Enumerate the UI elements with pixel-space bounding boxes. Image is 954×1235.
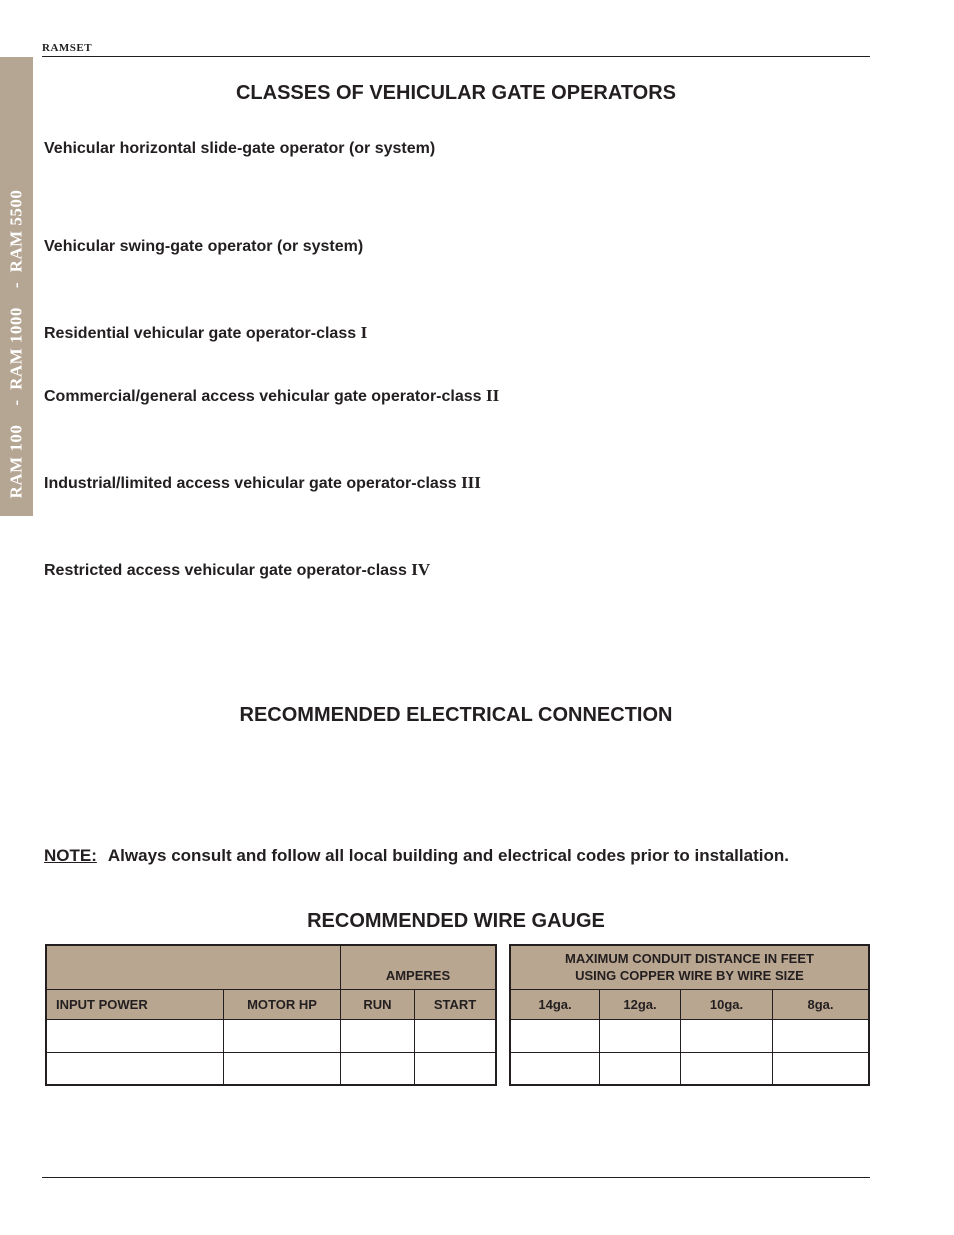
- col-motor-hp: MOTOR HP: [224, 989, 341, 1019]
- col-input-power: INPUT POWER: [46, 989, 224, 1019]
- table-cell: [224, 1019, 341, 1052]
- conduit-distance-table: [509, 944, 870, 1086]
- class-item-slide-gate: [44, 138, 435, 158]
- conduit-header-line1: MAXIMUM CONDUIT DISTANCE IN FEET: [565, 951, 814, 967]
- table-row: [510, 1019, 869, 1052]
- table-cell: [773, 1019, 870, 1052]
- col-start: START: [415, 989, 497, 1019]
- class-item-roman: I: [360, 323, 368, 342]
- table-cell: [681, 1019, 773, 1052]
- wire-gauge-title: RECOMMENDED WIRE GAUGE: [307, 910, 605, 932]
- table-cell: [773, 1052, 870, 1085]
- col-12ga: 12ga.: [600, 989, 681, 1019]
- col-8ga: 8ga.: [773, 989, 870, 1019]
- table-cell: [600, 1052, 681, 1085]
- note-text: Always consult and follow all local building and electrical codes prior to installation.: [107, 846, 789, 865]
- table-cell: [415, 1052, 497, 1085]
- class-item-class-2: [44, 386, 499, 406]
- class-item-class-1: [44, 323, 367, 343]
- class-item-class-4: [44, 560, 430, 580]
- class-item-text: Vehicular horizontal slide-gate operator (or system): [44, 140, 436, 157]
- class-item-text: Vehicular swing-gate operator (or system): [44, 238, 364, 255]
- table-cell: [224, 1052, 341, 1085]
- class-item-class-3: [44, 473, 481, 493]
- table-row: [510, 1052, 869, 1085]
- table-cell: [681, 1052, 773, 1085]
- table-cell: [510, 1019, 600, 1052]
- col-10ga: 10ga.: [681, 989, 773, 1019]
- brand-header: RAMSET: [42, 42, 93, 54]
- side-tab: [0, 57, 33, 516]
- header-rule: [42, 56, 870, 57]
- table-cell: [46, 1052, 224, 1085]
- conduit-distance-header: [510, 945, 869, 989]
- side-tab-label: RAM 100 - RAM 1000 - RAM 5500: [6, 189, 26, 499]
- table-cell: [415, 1019, 497, 1052]
- table-header-blank: [46, 945, 341, 989]
- table-cell: [510, 1052, 600, 1085]
- class-item-text: Industrial/limited access vehicular gate operator-class: [44, 475, 462, 492]
- table-cell: [341, 1052, 415, 1085]
- table-row: [46, 1019, 496, 1052]
- class-item-roman: II: [486, 386, 500, 405]
- class-item-roman: III: [461, 473, 481, 492]
- amperes-table: [45, 944, 497, 1086]
- table-cell: [46, 1019, 224, 1052]
- note: [44, 846, 789, 866]
- table-cell: [600, 1019, 681, 1052]
- footer-rule: [42, 1177, 870, 1178]
- col-run: RUN: [341, 989, 415, 1019]
- note-label: NOTE:: [44, 846, 97, 865]
- class-item-text: Residential vehicular gate operator-class: [44, 325, 361, 342]
- conduit-header-line2: USING COPPER WIRE BY WIRE SIZE: [575, 968, 804, 984]
- col-14ga: 14ga.: [510, 989, 600, 1019]
- table-cell: [341, 1019, 415, 1052]
- class-item-text: Restricted access vehicular gate operator-class: [44, 562, 412, 579]
- class-item-roman: IV: [411, 560, 431, 579]
- class-item-swing-gate: [44, 236, 363, 256]
- electrical-title: RECOMMENDED ELECTRICAL CONNECTION: [239, 704, 673, 726]
- amperes-header: AMPERES: [341, 945, 497, 989]
- classes-title: CLASSES OF VEHICULAR GATE OPERATORS: [235, 82, 677, 104]
- class-item-text: Commercial/general access vehicular gate operator-class: [44, 388, 486, 405]
- table-row: [46, 1052, 496, 1085]
